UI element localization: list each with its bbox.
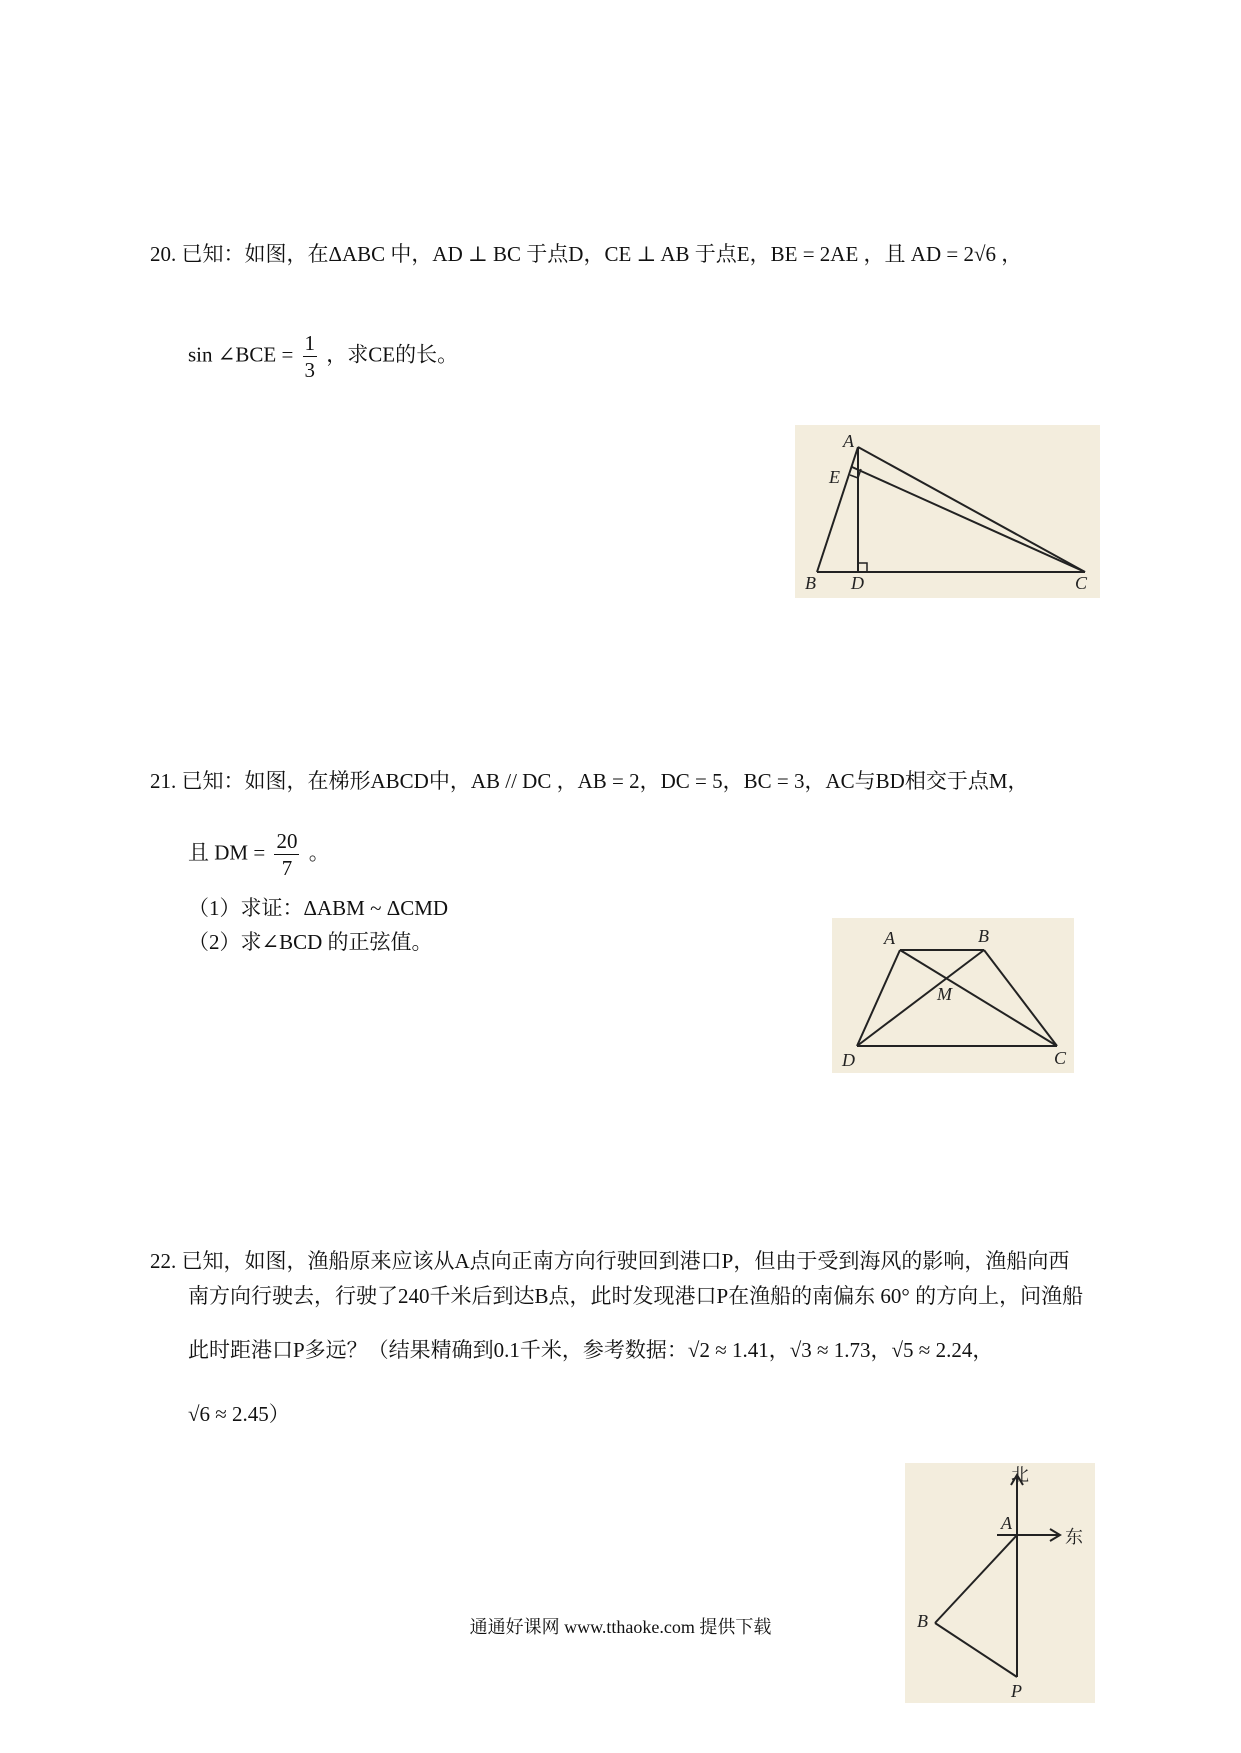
q21-part2: （2）求∠BCD 的正弦值。 <box>188 930 433 954</box>
q20-label-e: E <box>829 467 840 487</box>
q21-line-bd <box>857 950 984 1046</box>
q22-line-ab <box>935 1535 1017 1623</box>
q21-line-da <box>857 950 900 1046</box>
q20-triangle-svg <box>795 425 1100 598</box>
q20-label-b: B <box>805 573 816 593</box>
q21-line-ac <box>900 950 1057 1046</box>
q20-line2 <box>188 330 458 383</box>
q22-compass-figure <box>905 1463 1095 1703</box>
q21-line2-post: 。 <box>308 840 330 865</box>
q20-fraction <box>303 330 318 383</box>
q20-label-d: D <box>851 573 864 593</box>
q22-label-b: B <box>917 1611 928 1631</box>
q21-fraction <box>274 828 299 881</box>
q21-line2 <box>188 828 330 881</box>
q20-line-ce <box>852 467 1085 572</box>
q20-line2-pre: sin ∠BCE = <box>188 342 294 367</box>
q22-label-east: 东 <box>1065 1527 1083 1548</box>
q21-part1: （1）求证：ΔABM ~ ΔCMD <box>188 896 449 920</box>
q21-frac-denominator: 7 <box>281 856 293 880</box>
q22-compass-svg <box>905 1463 1095 1703</box>
q22-label-a: A <box>1001 1513 1012 1533</box>
q21-label-c: C <box>1054 1048 1067 1068</box>
q22-label-p: P <box>1011 1681 1022 1701</box>
q22-line2: 南方向行驶去，行驶了240千米后到达B点，此时发现港口P在渔船的南偏东 60° 的方向上，问渔船 <box>188 1284 1084 1308</box>
q21-trapezoid-figure <box>832 918 1074 1073</box>
q22-line4: √6 ≈ 2.45） <box>188 1402 290 1426</box>
q21-line2-pre: 且 DM = <box>188 840 266 865</box>
q20-line-ab <box>817 447 858 572</box>
q22-line1: 22. 已知，如图，渔船原来应该从A点向正南方向行驶回到港口P，但由于受到海风的影响，渔船向西 <box>150 1249 1070 1273</box>
q21-frac-numerator: 20 <box>276 829 298 853</box>
q20-line-ac <box>858 447 1085 572</box>
q21-line1: 21. 已知：如图，在梯形ABCD中，AB // DC ，AB = 2，DC = 5，BC = 3，AC与BD相交于点M， <box>150 769 1029 793</box>
q20-label-c: C <box>1075 573 1088 593</box>
page-footer: 通通好课网 www.tthaoke.com 提供下载 <box>469 1617 772 1637</box>
q21-line-bc <box>984 950 1057 1046</box>
q22-label-north: 北 <box>1011 1465 1029 1486</box>
q20-frac-denominator: 3 <box>304 358 316 382</box>
q21-label-d: D <box>842 1050 855 1070</box>
q21-label-b: B <box>978 926 989 946</box>
q20-frac-numerator: 1 <box>304 331 316 355</box>
q21-label-a: A <box>884 928 895 948</box>
q20-line2-post: ，求CE的长。 <box>326 342 459 367</box>
q20-right-angle-d <box>858 563 867 572</box>
q20-line1: 20. 已知：如图，在ΔABC 中，AD ⊥ BC 于点D，CE ⊥ AB 于点E，BE = 2AE ，且 AD = 2√6 ， <box>150 242 1023 266</box>
q22-line3: 此时距港口P多远？（结果精确到0.1千米，参考数据：√2 ≈ 1.41，√3 ≈ 1.73，√5 ≈ 2.24， <box>188 1338 994 1362</box>
q20-triangle-figure <box>795 425 1100 598</box>
q20-label-a: A <box>843 431 854 451</box>
q21-label-m: M <box>937 984 952 1004</box>
q21-trapezoid-svg <box>832 918 1074 1073</box>
